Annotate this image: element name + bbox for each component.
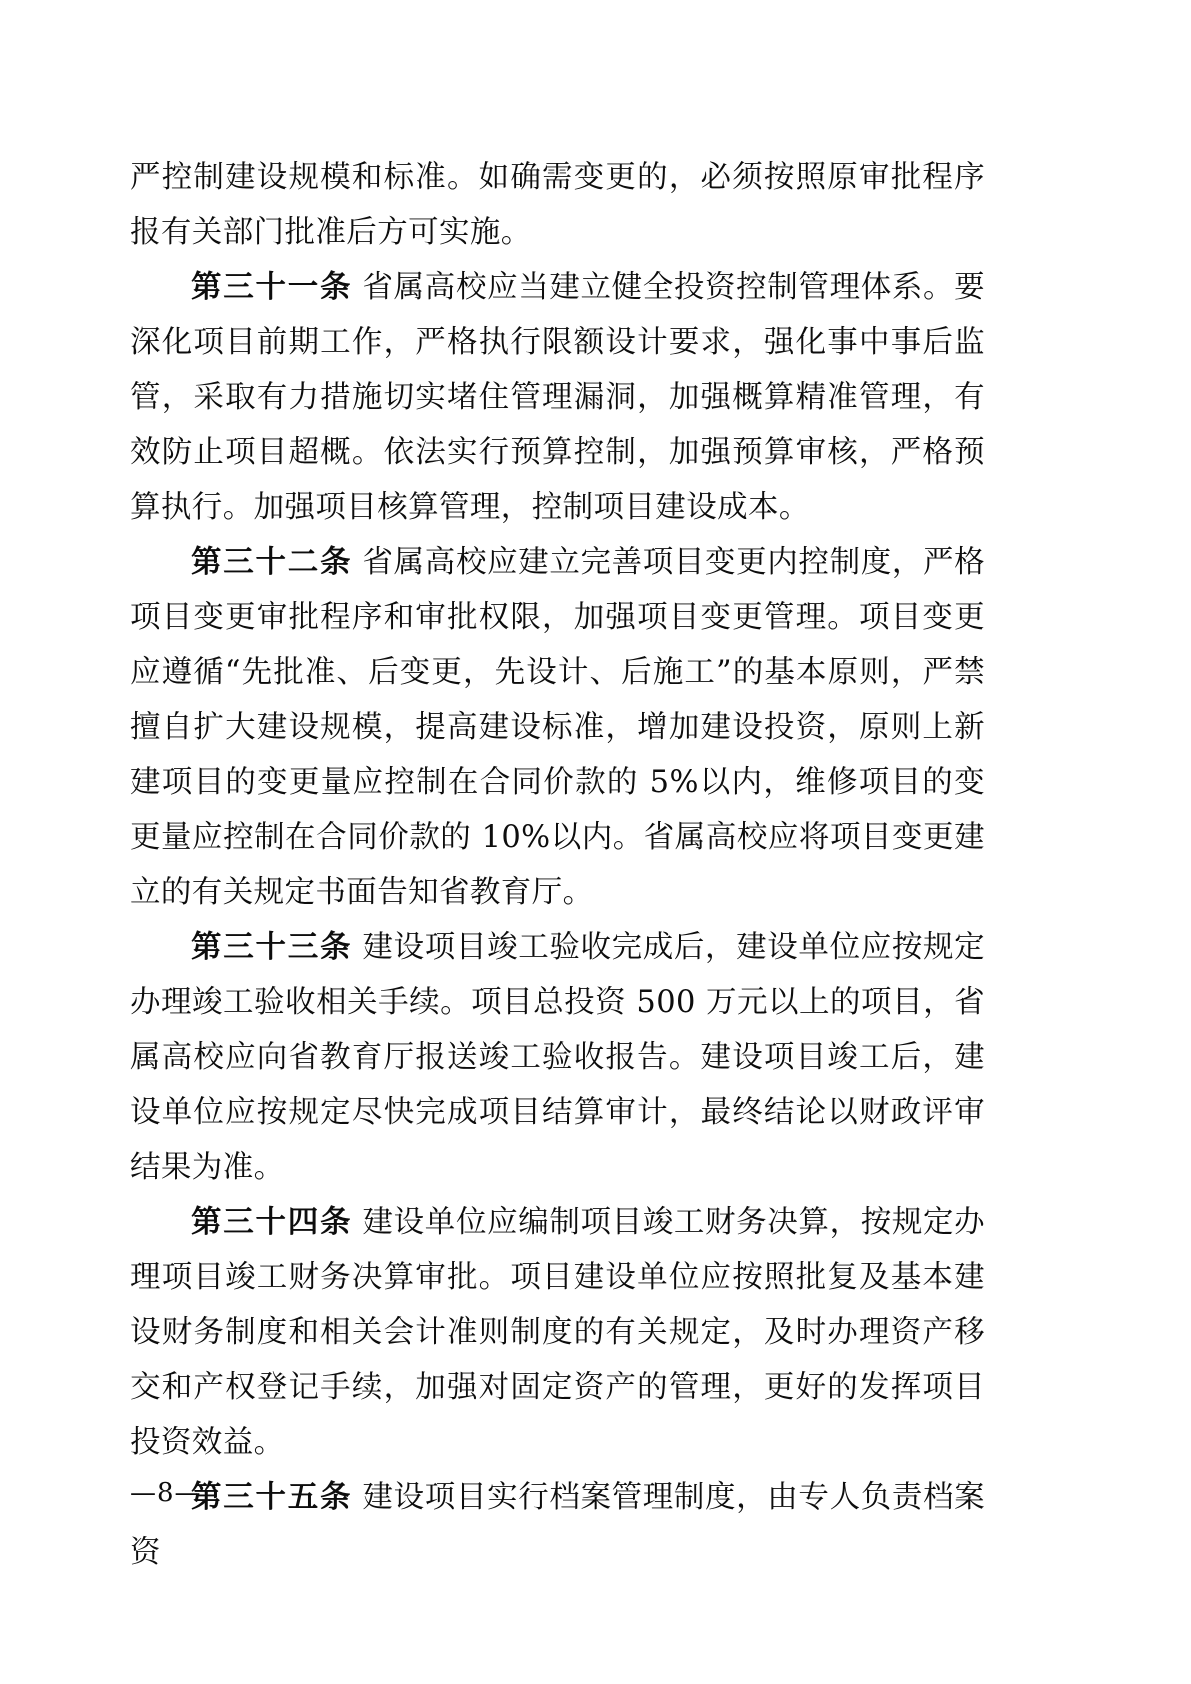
article-heading: 第三十五条 bbox=[191, 1479, 353, 1515]
paragraph-article-33 bbox=[130, 920, 985, 1195]
paragraph-text: 建设单位应编制项目竣工财务决算，按规定办理项目竣工财务决算审批。项目建设单位应按照批复及基本建设财务制度和相关会计准则制度的有关规定，及时办理资产移交和产权登记手续，加强对固定资产的管理，更好的发挥项目投资效益。 bbox=[130, 1205, 986, 1460]
article-heading: 第三十二条 bbox=[191, 544, 353, 580]
article-heading: 第三十三条 bbox=[191, 929, 353, 965]
paragraph-continuation bbox=[130, 150, 985, 260]
article-heading: 第三十一条 bbox=[191, 269, 353, 305]
page-number: —8— bbox=[130, 1478, 202, 1508]
paragraph-text: 建设项目竣工验收完成后，建设单位应按规定办理竣工验收相关手续。项目总投资 500 万元以上的项目，省属高校应向省教育厅报送竣工验收报告。建设项目竣工后，建设单位应按规定尽快完成项目结算审计，最终结论以财政评审结果为准。 bbox=[130, 930, 986, 1185]
document-body bbox=[130, 150, 985, 1580]
paragraph-article-34 bbox=[130, 1195, 985, 1470]
paragraph-article-32 bbox=[130, 535, 985, 920]
paragraph-text: 省属高校应当建立健全投资控制管理体系。要深化项目前期工作，严格执行限额设计要求，强化事中事后监管，采取有力措施切实堵住管理漏洞，加强概算精准管理，有效防止项目超概。依法实行预算控制，加强预算审核，严格预算执行。加强项目核算管理，控制项目建设成本。 bbox=[130, 270, 986, 525]
article-heading: 第三十四条 bbox=[191, 1204, 353, 1240]
paragraph-text: 建设项目实行档案管理制度，由专人负责档案资 bbox=[130, 1480, 986, 1570]
paragraph-article-31 bbox=[130, 260, 985, 535]
paragraph-text: 省属高校应建立完善项目变更内控制度，严格项目变更审批程序和审批权限，加强项目变更管理。项目变更应遵循“先批准、后变更，先设计、后施工”的基本原则，严禁擅自扩大建设规模，提高建设标准，增加建设投资，原则上新建项目的变更量应控制在合同价款的 5%以内，维修项目的变更量应控制在合同价款的 10%以内。省属高校应将项目变更建立的有关规定书面告知省教育厅。 bbox=[130, 545, 986, 910]
paragraph-text: 严控制建设规模和标准。如确需变更的，必须按照原审批程序报有关部门批准后方可实施。 bbox=[130, 160, 985, 250]
page-footer bbox=[130, 1478, 985, 1508]
